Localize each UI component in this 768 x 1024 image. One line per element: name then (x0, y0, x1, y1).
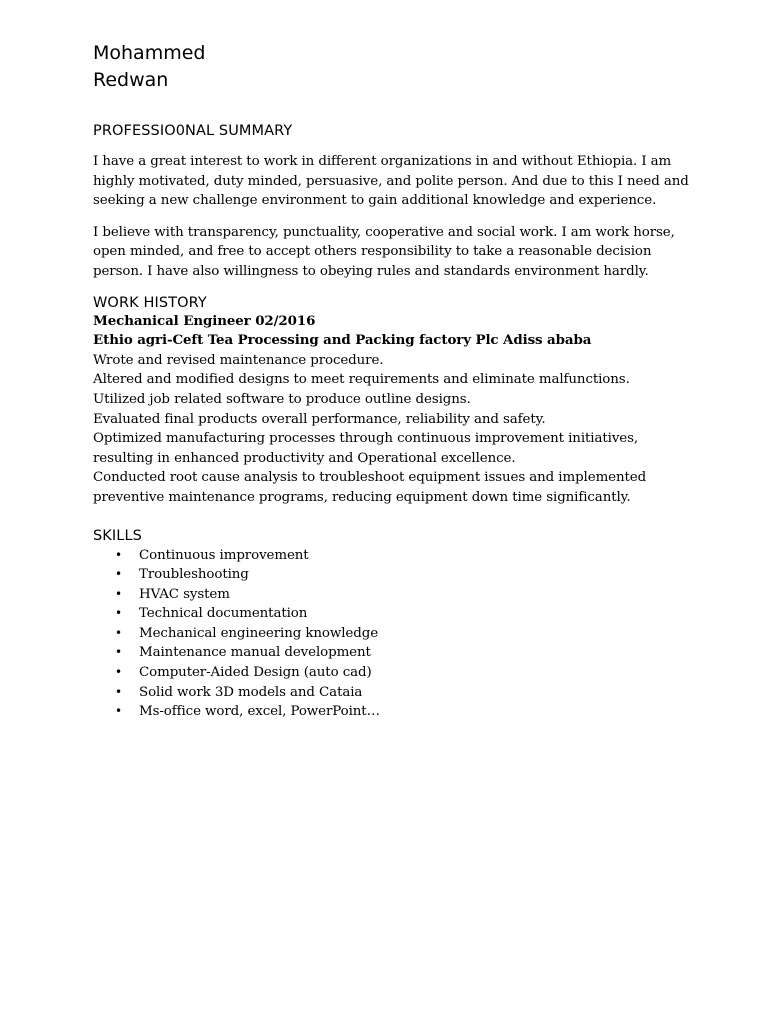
skill-label: Solid work 3D models and Cataia (139, 684, 363, 700)
summary-heading: PROFESSIO0NAL SUMMARY (93, 123, 293, 139)
work-history-heading: WORK HISTORY (93, 294, 207, 311)
skill-item (93, 624, 693, 644)
skill-label: Computer-Aided Design (auto cad) (139, 665, 372, 681)
bullet-icon: • (115, 625, 122, 640)
bullet-icon: • (115, 684, 122, 699)
skill-item (93, 663, 693, 683)
name-first: Mohammed (93, 42, 206, 64)
skill-label: Maintenance manual development (139, 645, 371, 661)
duty-item: Evaluated final products overall performance, reliability and safety. (93, 411, 546, 427)
skills-heading: SKILLS (93, 527, 142, 544)
skill-item (93, 565, 693, 585)
skill-item (93, 702, 693, 722)
bullet-icon: • (115, 645, 122, 660)
skill-item (93, 683, 693, 703)
bullet-icon: • (115, 606, 122, 621)
skill-item (93, 604, 693, 624)
bullet-icon: • (115, 665, 122, 680)
skill-label: HVAC system (139, 586, 230, 602)
skill-label: Technical documentation (139, 606, 308, 622)
bullet-icon: • (115, 567, 122, 582)
skill-item (93, 643, 693, 663)
summary-paragraph-2: I believe with transparency, punctuality, cooperative and social work. I am work horse, open minded, and free to accept others responsibility to take a reasonable decision person. I have also willingness to obeying rules and standards environment hardly. (93, 224, 675, 279)
job-title: Mechanical Engineer 02/2016 (93, 312, 316, 329)
skill-label: Continuous improvement (139, 547, 309, 563)
skill-label: Mechanical engineering knowledge (139, 625, 379, 641)
duty-item: Optimized manufacturing processes through continuous improvement initiatives, resulting in enhanced productivity and Operational excellence. (93, 431, 639, 466)
resume-page (93, 40, 693, 722)
duty-item: Altered and modified designs to meet requirements and eliminate malfunctions. (93, 372, 630, 388)
bullet-icon: • (115, 547, 122, 562)
name-last: Redwan (93, 69, 169, 91)
duty-item: Utilized job related software to produce outline designs. (93, 391, 471, 407)
skill-item (93, 546, 693, 566)
bullet-icon: • (115, 586, 122, 601)
work-history-block (93, 312, 693, 508)
skill-item (93, 585, 693, 605)
duty-item: Conducted root cause analysis to troubleshoot equipment issues and implemented preventive maintenance programs, reducing equipment down time significantly. (93, 470, 647, 505)
skill-label: Ms-office word, excel, PowerPoint… (139, 704, 380, 720)
company-name: Ethio agri-Ceft Tea Processing and Packing factory Plc Adiss ababa (93, 332, 592, 349)
bullet-icon: • (115, 704, 122, 719)
skill-label: Troubleshooting (139, 567, 249, 583)
duty-item: Wrote and revised maintenance procedure. (93, 352, 384, 368)
skills-list (93, 546, 693, 722)
summary-paragraph-1: I have a great interest to work in different organizations in and without Ethiopia. I am highly motivated, duty minded, persuasive, and polite person. And due to this I need and seeking a new challenge environment to gain additional knowledge and experience. (93, 154, 689, 209)
